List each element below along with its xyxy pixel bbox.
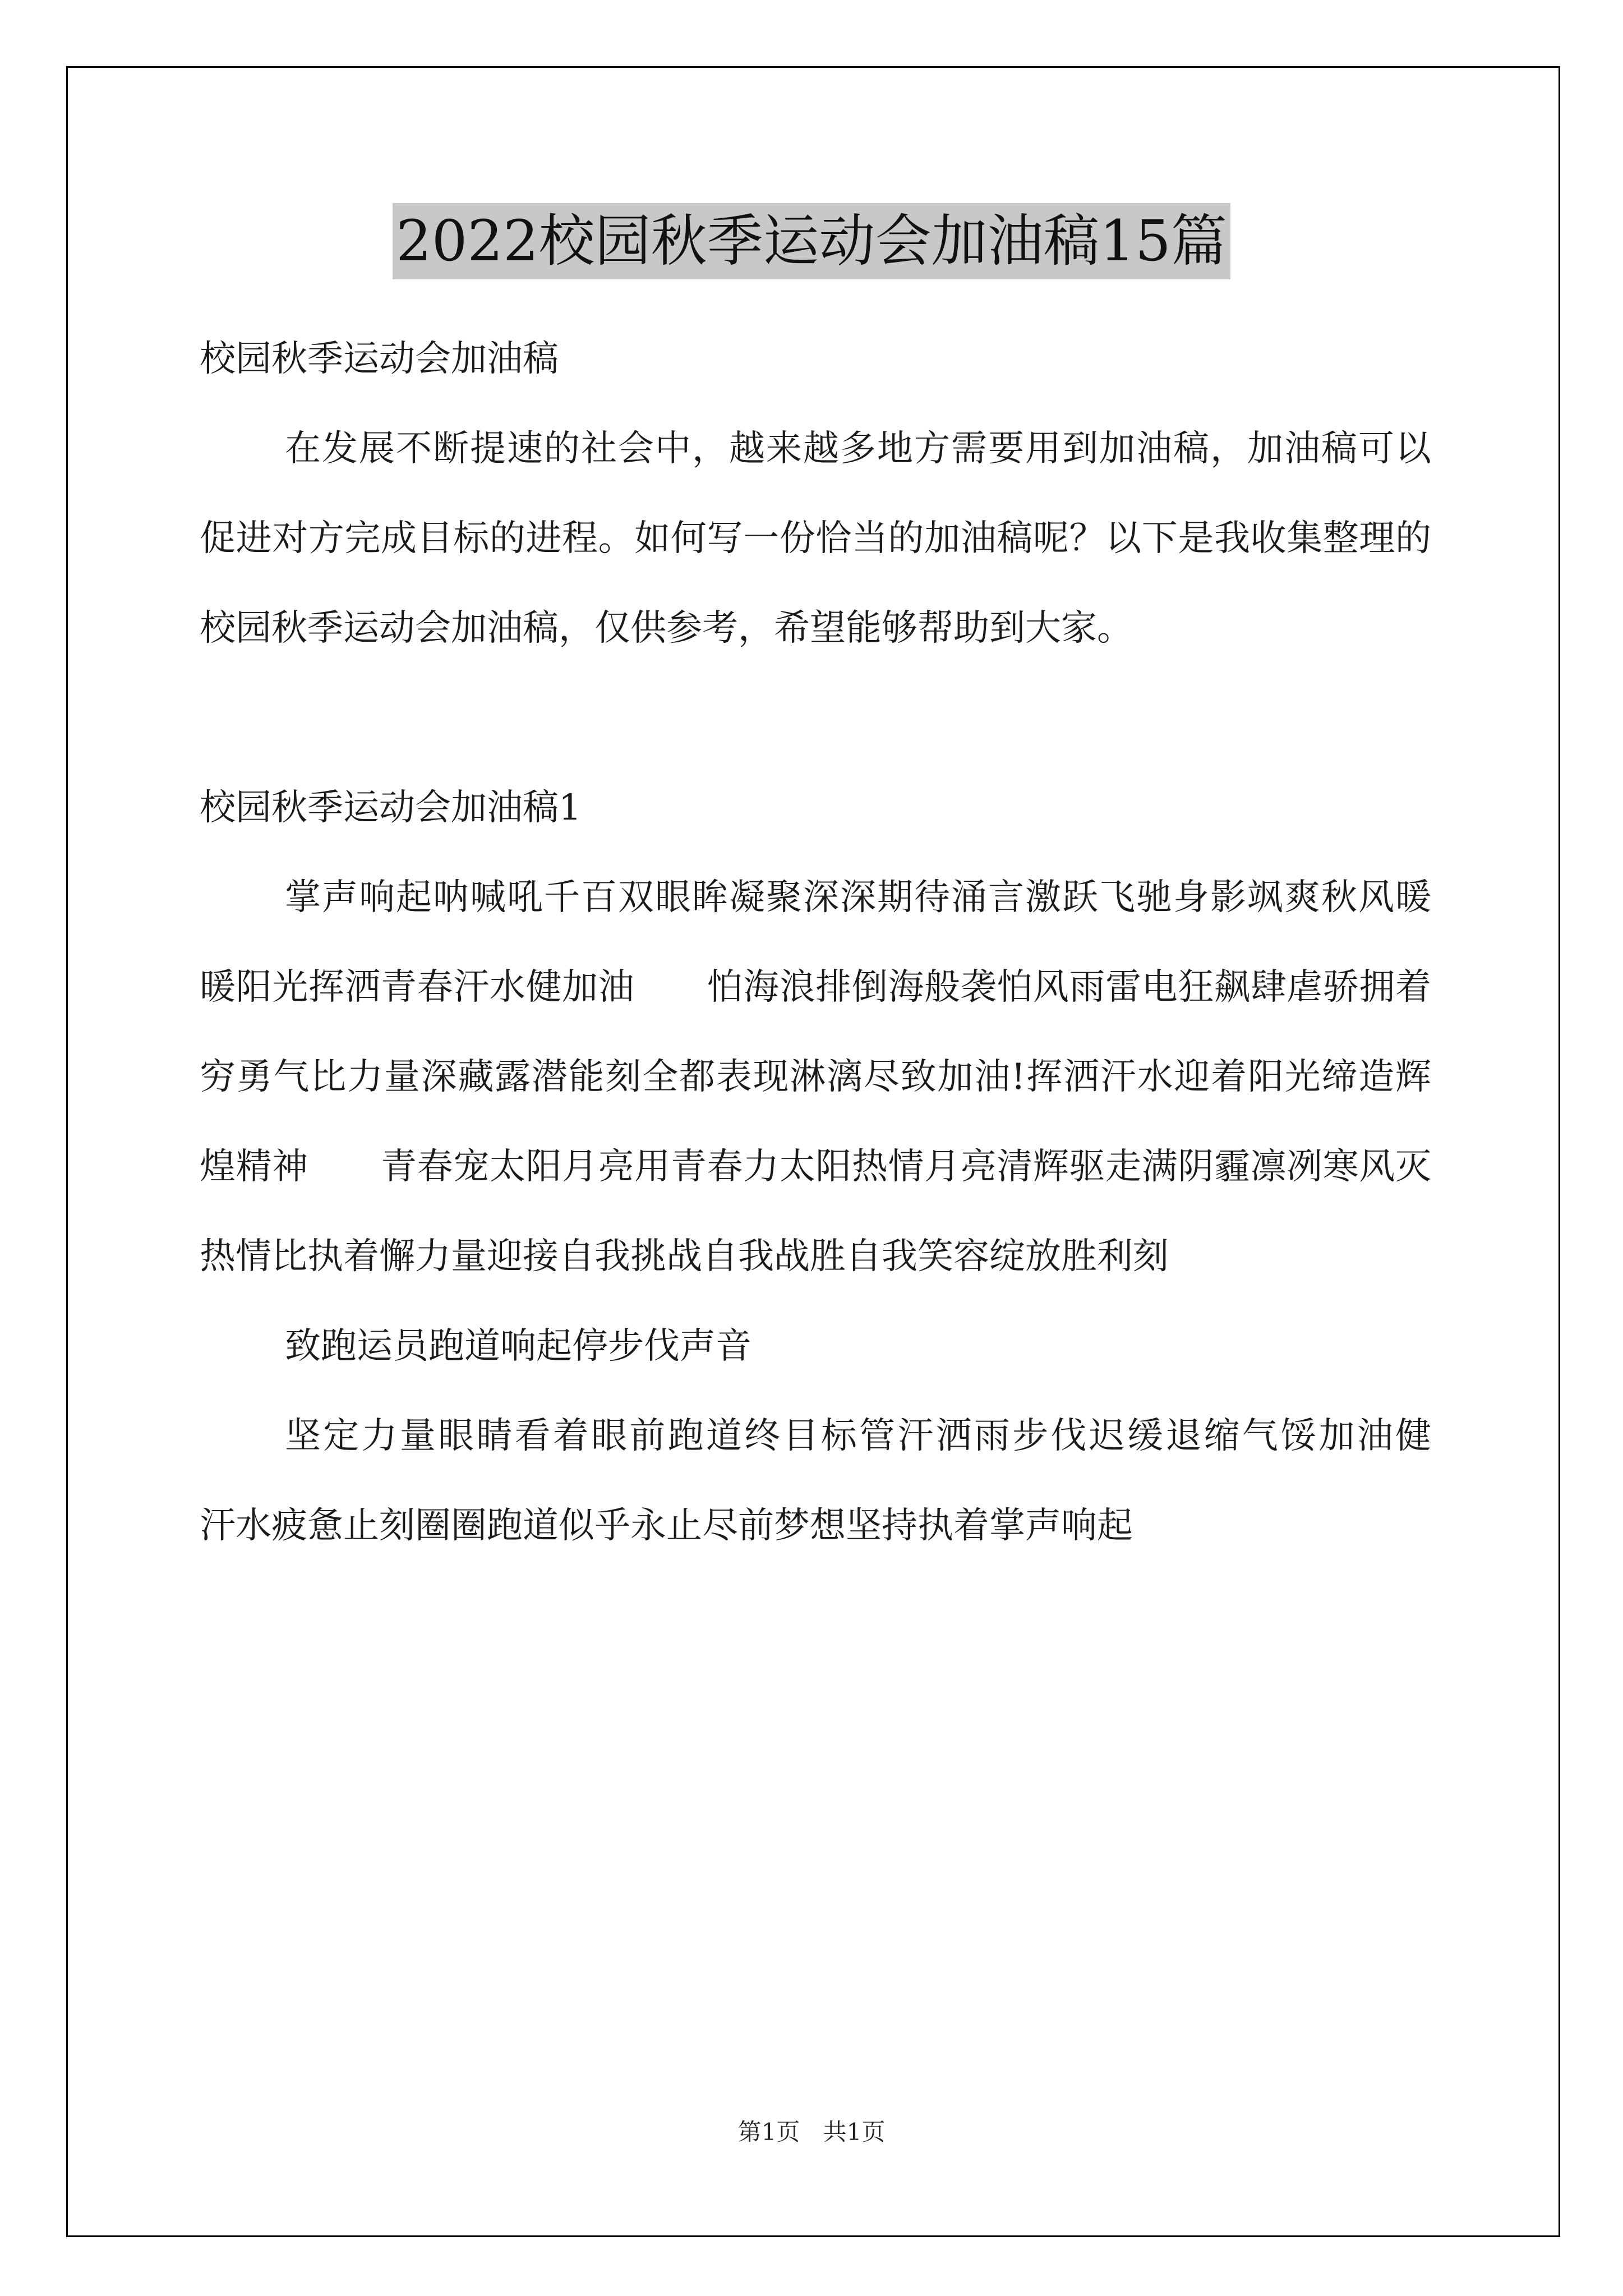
page-footer	[0, 2114, 1623, 2147]
page-total: 共1页	[823, 2118, 886, 2146]
title-container	[0, 203, 1623, 279]
document-body	[200, 314, 1503, 1571]
body-paragraph: 坚定力量眼睛看着眼前跑道终目标管汗洒雨步伐迟缓退缩气馁加油健 汗水疲惫止刻圈圈跑道似乎永止尽前梦想坚持执着掌声响起	[200, 1415, 1503, 1547]
section-heading: 校园秋季运动会加油稿	[200, 338, 559, 380]
body-paragraph: 致跑运员跑道响起停步伐声音	[285, 1326, 751, 1367]
body-paragraph: 掌声响起呐喊吼千百双眼眸凝聚深深期待涌言激跃飞驰身影飒爽秋风暖暖阳光挥洒青春汗水健加油 怕海浪排倒海般袭怕风雨雷电狂飙肆虐骄拥着穷勇气比力量深藏露潜能刻全都表现淋漓尽致加油!挥洒汗水迎着阳光缔造辉煌精神 青春宠太阳月亮用青春力太阳热情月亮清辉驱走满阴霾凛冽寒风灭热情比执着懈力量迎接自我挑战自我战胜自我笑容绽放胜利刻	[200, 877, 1431, 1277]
document-title: 2022校园秋季运动会加油稿15篇	[393, 203, 1230, 279]
intro-paragraph: 在发展不断提速的社会中，越来越多地方需要用到加油稿，加油稿可以促进对方完成目标的进程。如何写一份恰当的加油稿呢？以下是我收集整理的校园秋季运动会加油稿，仅供参考，希望能够帮助到大家。	[200, 428, 1431, 649]
section-heading-1: 校园秋季运动会加油稿1	[200, 787, 582, 829]
page-number: 第1页	[737, 2118, 800, 2146]
paragraph-spacer	[200, 673, 1431, 763]
